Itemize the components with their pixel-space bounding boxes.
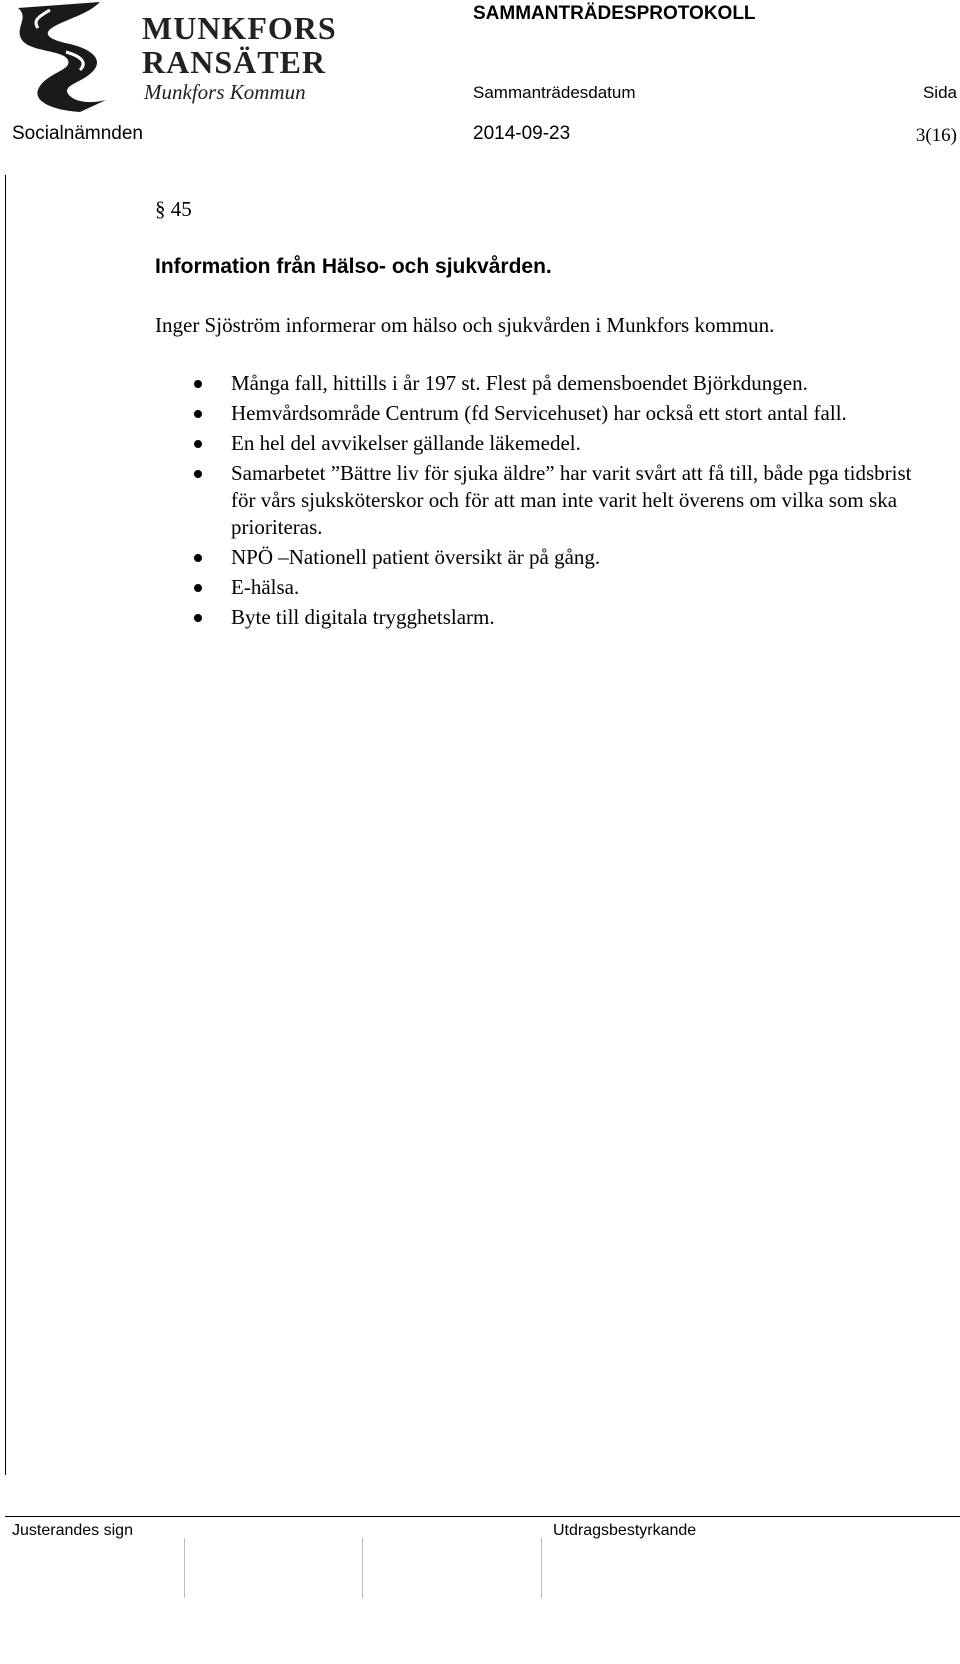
bullet-icon — [194, 410, 202, 418]
list-item-text: E-hälsa. — [231, 575, 300, 599]
list-item-text: Byte till digitala trygghetslarm. — [231, 605, 495, 629]
list-item-text: Många fall, hittills i år 197 st. Flest på demensboendet Björkdungen. — [231, 371, 808, 395]
list-item — [155, 400, 925, 427]
bullet-icon — [194, 440, 202, 448]
list-item-text: NPÖ –Nationell patient översikt är på gång. — [231, 545, 601, 569]
logo-text-munkfors: MUNKFORS — [142, 10, 337, 46]
logo-text-kommun: Munkfors Kommun — [144, 80, 306, 104]
meeting-date-label: Sammanträdesdatum — [473, 83, 636, 102]
list-item — [155, 544, 925, 571]
list-item — [155, 604, 925, 631]
list-item — [155, 430, 925, 457]
intro-text: Inger Sjöström informerar om hälso och sjukvården i Munkfors kommun. — [155, 313, 775, 337]
justerandes-sign-label: Justerandes sign — [12, 1522, 133, 1539]
meeting-date: 2014-09-23 — [473, 123, 571, 144]
page-label: Sida — [922, 83, 957, 102]
bullet-icon — [194, 614, 202, 622]
signature-divider — [541, 1538, 542, 1598]
section-heading: Information från Hälso- och sjukvården. — [155, 255, 552, 278]
utdragsbestyrkande-label: Utdragsbestyrkande — [553, 1522, 697, 1539]
committee-name: Socialnämnden — [12, 123, 143, 144]
list-item — [155, 460, 925, 541]
bullet-icon — [194, 470, 202, 478]
bullet-icon — [194, 584, 202, 592]
river-emblem-icon — [10, 0, 138, 112]
bullet-icon — [194, 554, 202, 562]
document-title: SAMMANTRÄDESPROTOKOLL — [473, 3, 756, 24]
list-item-text: Samarbetet ”Bättre liv för sjuka äldre” har varit svårt att få till, både pga tidsbrist för vårs sjuksköterskor och för att man inte varit helt överens om vilka som ska prioriteras. — [231, 461, 912, 539]
logo-text-ransater: RANSÄTER — [142, 44, 327, 80]
footer-divider — [5, 1516, 960, 1517]
bullet-list — [155, 370, 925, 634]
list-item — [155, 574, 925, 601]
bullet-icon — [194, 380, 202, 388]
municipality-logo — [10, 0, 337, 112]
signature-divider — [184, 1538, 185, 1598]
page-number: 3(16) — [915, 125, 957, 146]
list-item-text: En hel del avvikelser gällande läkemedel. — [231, 431, 581, 455]
list-item — [155, 370, 925, 397]
signature-divider — [362, 1538, 363, 1598]
left-margin-rule — [5, 175, 6, 1475]
paragraph-number: § 45 — [155, 197, 192, 221]
list-item-text: Hemvårdsområde Centrum (fd Servicehuset) har också ett stort antal fall. — [231, 401, 847, 425]
